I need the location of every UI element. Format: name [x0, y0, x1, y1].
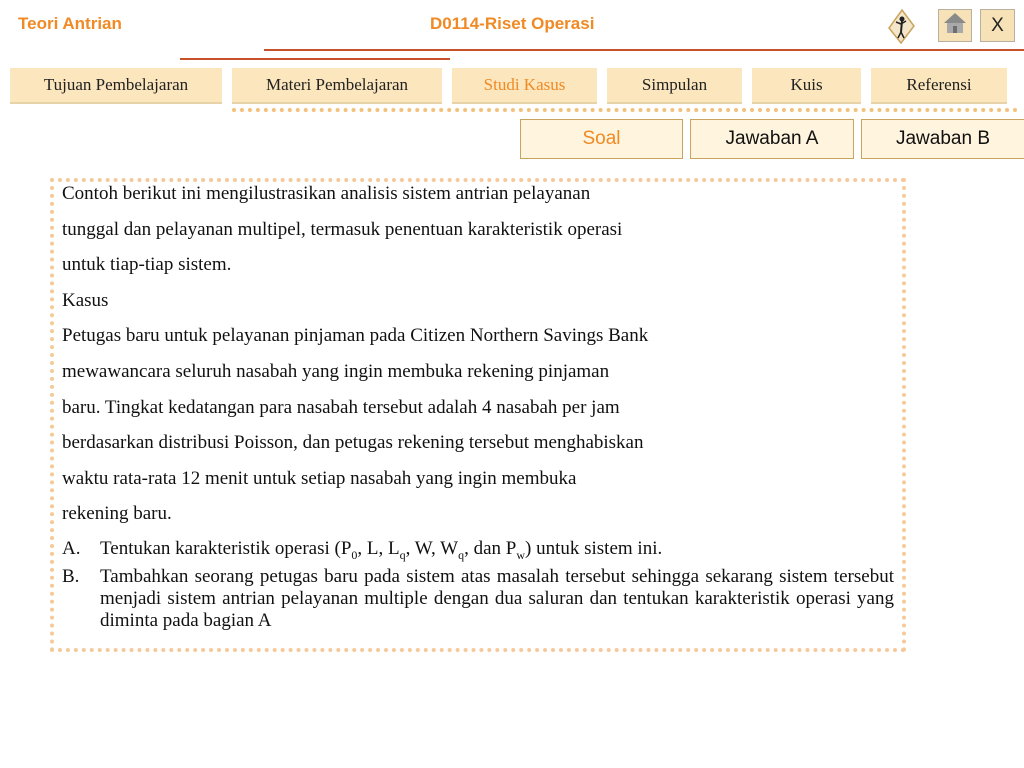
case-heading: Kasus [62, 289, 109, 311]
paragraph-line: waktu rata-rata 12 menit untuk setiap nasabah yang ingin membuka [62, 467, 577, 489]
tab-label: Materi Pembelajaran [265, 75, 409, 94]
tab-kuis[interactable] [752, 68, 861, 102]
tab-materi-pembelajaran[interactable] [232, 68, 442, 102]
course-title: D0114-Riset Operasi [430, 14, 595, 33]
tab-label: Simpulan [641, 75, 708, 94]
list-item-text: Tentukan karakteristik operasi ($P_0$, L, $L_q$, W, $W_q$, dan $P_w$) untuk sistem ini. [100, 537, 663, 562]
paragraph-line: baru. Tingkat kedatangan para nasabah tersebut adalah 4 nasabah per jam [62, 396, 620, 418]
subtab-jawaban-b[interactable] [861, 119, 1024, 159]
tab-simpulan[interactable] [607, 68, 742, 102]
paragraph-line: Petugas baru untuk pelayanan pinjaman pada Citizen Northern Savings Bank [62, 325, 649, 347]
subtab-jawaban-a[interactable] [690, 119, 854, 159]
paragraph-line: untuk tiap-tiap sistem. [62, 254, 232, 276]
person-mascot-icon[interactable] [884, 8, 918, 44]
tab-label: Kuis [790, 75, 823, 94]
tab-label: Tujuan Pembelajaran [43, 75, 189, 94]
paragraph-line: tunggal dan pelayanan multipel, termasuk penentuan karakteristik operasi [62, 218, 623, 240]
paragraph-line: berdasarkan distribusi Poisson, dan petugas rekening tersebut menghabiskan [62, 432, 644, 454]
home-button[interactable] [938, 9, 972, 42]
tab-studi-kasus[interactable] [452, 68, 597, 102]
app-title: Teori Antrian [18, 14, 122, 33]
nav-divider [232, 108, 1018, 112]
list-item-text: Tambahkan seorang petugas baru pada sistem atas masalah tersebut sehingga sekarang sistem tersebut menjadi sistem antrian pelayanan multiple dengan dua saluran dan tentukan karakteristik operasi yang diminta pada bagian A [100, 565, 894, 631]
paragraph-line: Contoh berikut ini mengilustrasikan analisis sistem antrian pelayanan [62, 183, 591, 204]
tab-label: Studi Kasus [483, 75, 566, 94]
list-number: A. [62, 537, 81, 559]
problem-text [62, 180, 894, 632]
subtab-soal[interactable] [520, 119, 683, 159]
subtab-label: Jawaban B [895, 128, 990, 149]
home-icon [942, 11, 968, 40]
tab-label: Referensi [906, 75, 972, 94]
paragraph-line: rekening baru. [62, 503, 172, 525]
list-item-b [62, 566, 894, 632]
paragraph-line: mewawancara seluruh nasabah yang ingin membuka rekening pinjaman [62, 360, 610, 382]
tab-referensi[interactable] [871, 68, 1007, 102]
list-item-a [62, 538, 894, 560]
tab-tujuan-pembelajaran[interactable] [10, 68, 222, 102]
header-rule-short [180, 58, 450, 60]
header-rule [264, 49, 1024, 51]
list-number: B. [62, 565, 80, 587]
subtab-label: Jawaban A [725, 128, 819, 149]
subtab-label: Soal [582, 128, 621, 149]
close-button[interactable]: X [980, 9, 1015, 42]
